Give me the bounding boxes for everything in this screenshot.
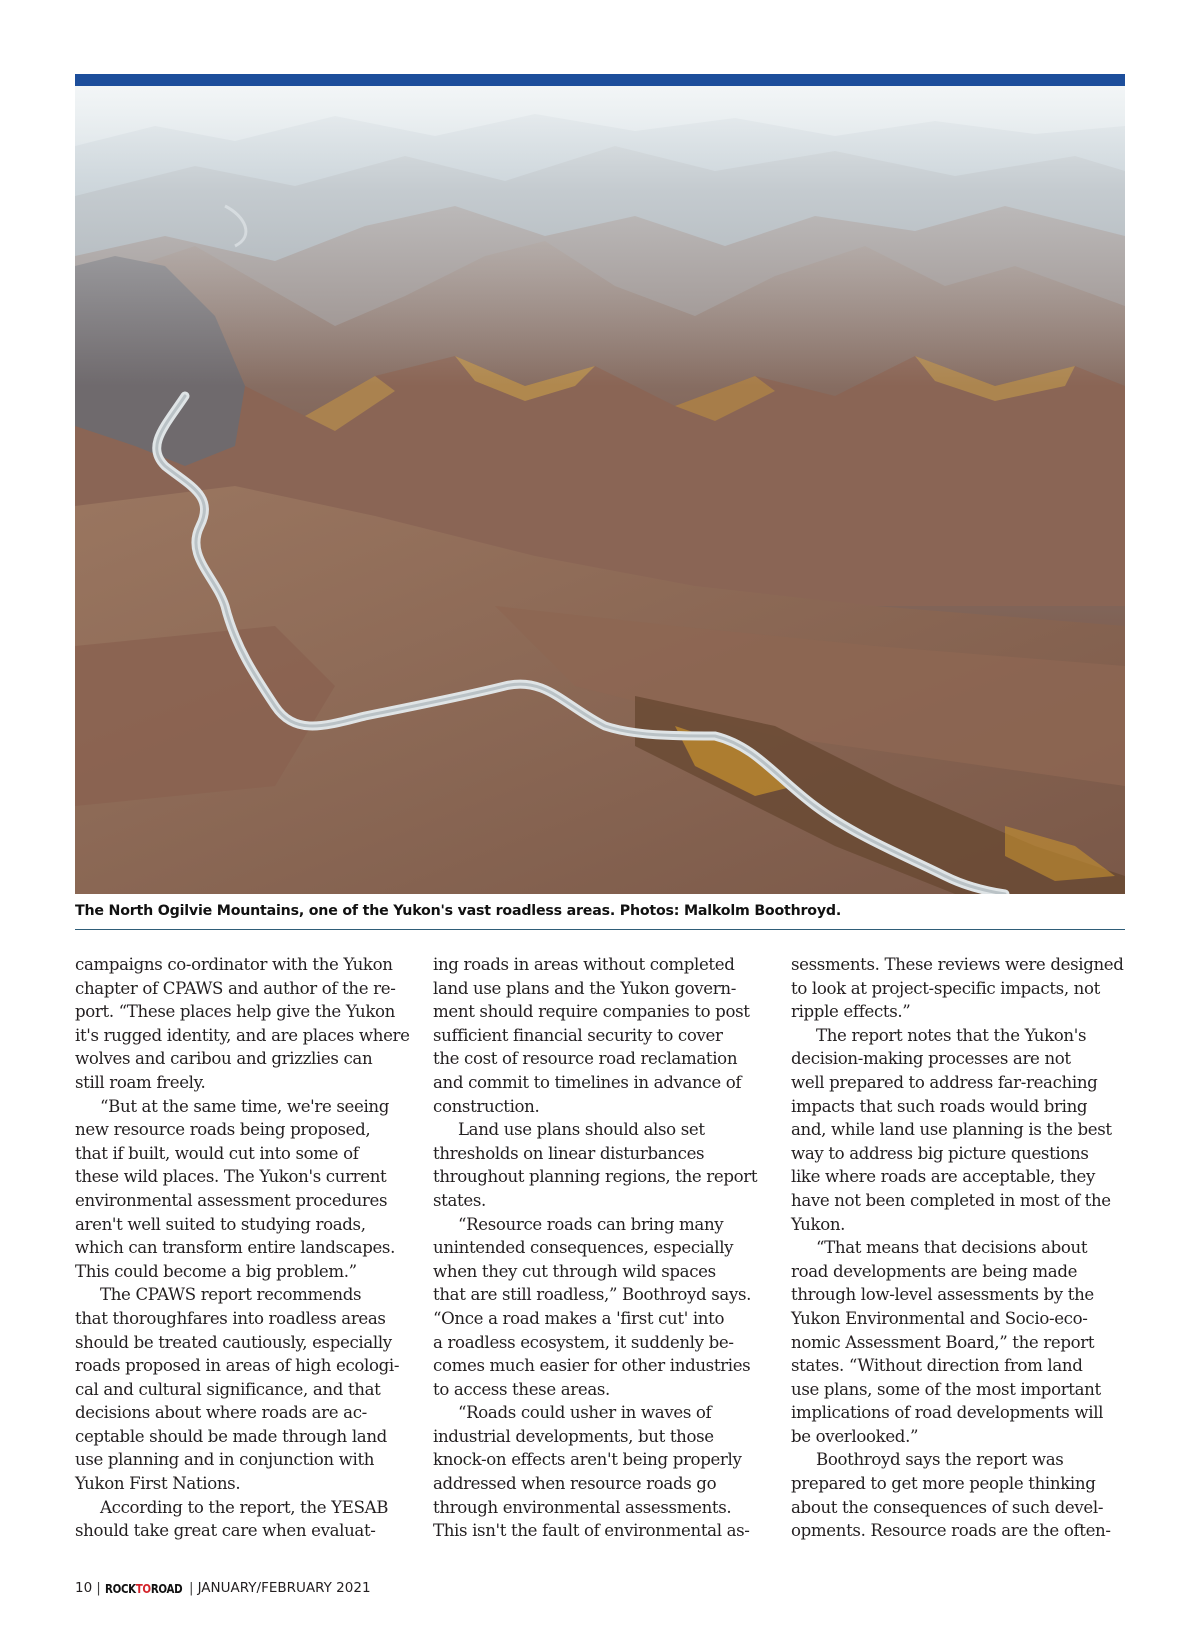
article-line: that are still roadless,” Boothroyd says. — [433, 1285, 752, 1305]
article-line: decision-making processes are not — [791, 1049, 1071, 1069]
article-line: ing roads in areas without completed — [433, 955, 735, 974]
article-line: Yukon Environmental and Socio-eco- — [791, 1308, 1088, 1328]
article-column-3 — [791, 953, 1124, 1543]
article-line: prepared to get more people thinking — [791, 1474, 1096, 1494]
article-line: new resource roads being proposed, — [75, 1120, 371, 1140]
article-line: still roam freely. — [75, 1072, 206, 1092]
issue-date: JANUARY/FEBRUARY 2021 — [197, 1580, 371, 1596]
article-line: opments. Resource roads are the often- — [791, 1521, 1111, 1541]
article-line: According to the report, the YESAB — [100, 1497, 389, 1517]
article-line: when they cut through wild spaces — [433, 1261, 716, 1281]
footer-separator: | — [96, 1580, 101, 1596]
header-accent-bar — [75, 74, 1125, 86]
article-line: Yukon. — [791, 1214, 846, 1234]
article-line: The report notes that the Yukon's — [816, 1025, 1087, 1045]
article-line: sessments. These reviews were designed — [791, 955, 1124, 974]
aerial-mountain-river-photo-icon — [75, 86, 1125, 894]
article-line: industrial developments, but those — [433, 1426, 714, 1446]
article-line: these wild places. The Yukon's current — [75, 1167, 387, 1187]
article-line: “Roads could usher in waves of — [458, 1403, 712, 1423]
article-line: Land use plans should also set — [458, 1120, 705, 1140]
article-line: roads proposed in areas of high ecologi- — [75, 1356, 400, 1376]
article-line: should take great care when evaluat- — [75, 1521, 376, 1541]
article-line: land use plans and the Yukon govern- — [433, 978, 736, 998]
article-line: This could become a big problem.” — [75, 1261, 357, 1281]
article-line: “That means that decisions about — [816, 1238, 1088, 1258]
article-line: use plans, some of the most important — [791, 1379, 1101, 1399]
article-line: that thoroughfares into roadless areas — [75, 1308, 386, 1328]
article-line: “Resource roads can bring many — [458, 1214, 724, 1234]
article-line: about the consequences of such devel- — [791, 1497, 1104, 1517]
article-line: it's rugged identity, and are places where — [75, 1025, 410, 1045]
article-line: addressed when resource roads go — [433, 1474, 717, 1494]
article-line: implications of road developments will — [791, 1403, 1104, 1423]
logo-road: ROAD — [150, 1580, 183, 1596]
article-line: aren't well suited to studying roads, — [75, 1214, 366, 1234]
article-line: environmental assessment procedures — [75, 1190, 388, 1210]
article-line: be overlooked.” — [791, 1426, 919, 1446]
article-line: campaigns co-ordinator with the Yukon — [75, 955, 393, 974]
article-line: impacts that such roads would bring — [791, 1096, 1088, 1116]
article-line: states. “Without direction from land — [791, 1356, 1083, 1376]
article-line: Boothroyd says the report was — [816, 1450, 1064, 1470]
article-line: nomic Assessment Board,” the report — [791, 1332, 1095, 1352]
article-line: and, while land use planning is the best — [791, 1120, 1112, 1140]
article-line: throughout planning regions, the report — [433, 1167, 758, 1187]
article-line: the cost of resource road reclamation — [433, 1049, 738, 1069]
article-line: road developments are being made — [791, 1261, 1078, 1281]
article-line: have not been completed in most of the — [791, 1190, 1111, 1210]
article-body — [75, 953, 1125, 1543]
article-line: knock-on effects aren't being properly — [433, 1450, 742, 1470]
article-line: states. — [433, 1190, 486, 1210]
article-line: This isn't the fault of environmental as- — [433, 1521, 750, 1541]
article-line: unintended consequences, especially — [433, 1238, 734, 1258]
article-line: port. “These places help give the Yukon — [75, 1002, 395, 1022]
article-line: construction. — [433, 1096, 540, 1116]
article-line: cal and cultural significance, and that — [75, 1379, 381, 1399]
footer-separator-2: | — [189, 1580, 194, 1596]
article-line: decisions about where roads are ac- — [75, 1403, 367, 1423]
article-line: use planning and in conjunction with — [75, 1450, 375, 1470]
article-line: well prepared to address far-reaching — [791, 1072, 1098, 1092]
magazine-logo — [105, 1581, 182, 1596]
article-column-1 — [75, 953, 408, 1543]
article-line: chapter of CPAWS and author of the re- — [75, 978, 396, 998]
article-column-2 — [433, 953, 766, 1543]
article-line: through environmental assessments. — [433, 1497, 732, 1517]
photo-caption: The North Ogilvie Mountains, one of the Yukon's vast roadless areas. Photos: Malkolm Boothroyd. — [75, 903, 842, 919]
feature-photo — [75, 86, 1125, 894]
article-line: comes much easier for other industries — [433, 1356, 751, 1376]
article-line: ripple effects.” — [791, 1002, 911, 1022]
article-line: that if built, would cut into some of — [75, 1143, 359, 1163]
article-line: through low-level assessments by the — [791, 1285, 1094, 1305]
article-line: wolves and caribou and grizzlies can — [75, 1049, 373, 1069]
page-number: 10 — [75, 1580, 93, 1596]
article-line: ceptable should be made through land — [75, 1426, 387, 1446]
article-line: sufficient financial security to cover — [433, 1025, 723, 1045]
article-line: Yukon First Nations. — [75, 1474, 241, 1494]
article-line: ment should require companies to post — [433, 1002, 750, 1022]
article-line: to access these areas. — [433, 1379, 610, 1399]
article-line: “Once a road makes a 'first cut' into — [433, 1308, 725, 1328]
article-line: should be treated cautiously, especially — [75, 1332, 392, 1352]
article-line: “But at the same time, we're seeing — [100, 1096, 390, 1116]
article-line: a roadless ecosystem, it suddenly be- — [433, 1332, 734, 1352]
article-line: which can transform entire landscapes. — [75, 1238, 396, 1258]
page-footer — [75, 1578, 371, 1598]
logo-to: TO — [135, 1580, 151, 1596]
article-line: thresholds on linear disturbances — [433, 1143, 705, 1163]
article-line: The CPAWS report recommends — [100, 1285, 362, 1305]
article-line: and commit to timelines in advance of — [433, 1072, 742, 1092]
article-line: like where roads are acceptable, they — [791, 1167, 1096, 1187]
article-line: way to address big picture questions — [791, 1143, 1089, 1163]
logo-rock: ROCK — [104, 1580, 136, 1596]
caption-divider — [75, 929, 1125, 930]
article-line: to look at project-specific impacts, not — [791, 978, 1100, 998]
